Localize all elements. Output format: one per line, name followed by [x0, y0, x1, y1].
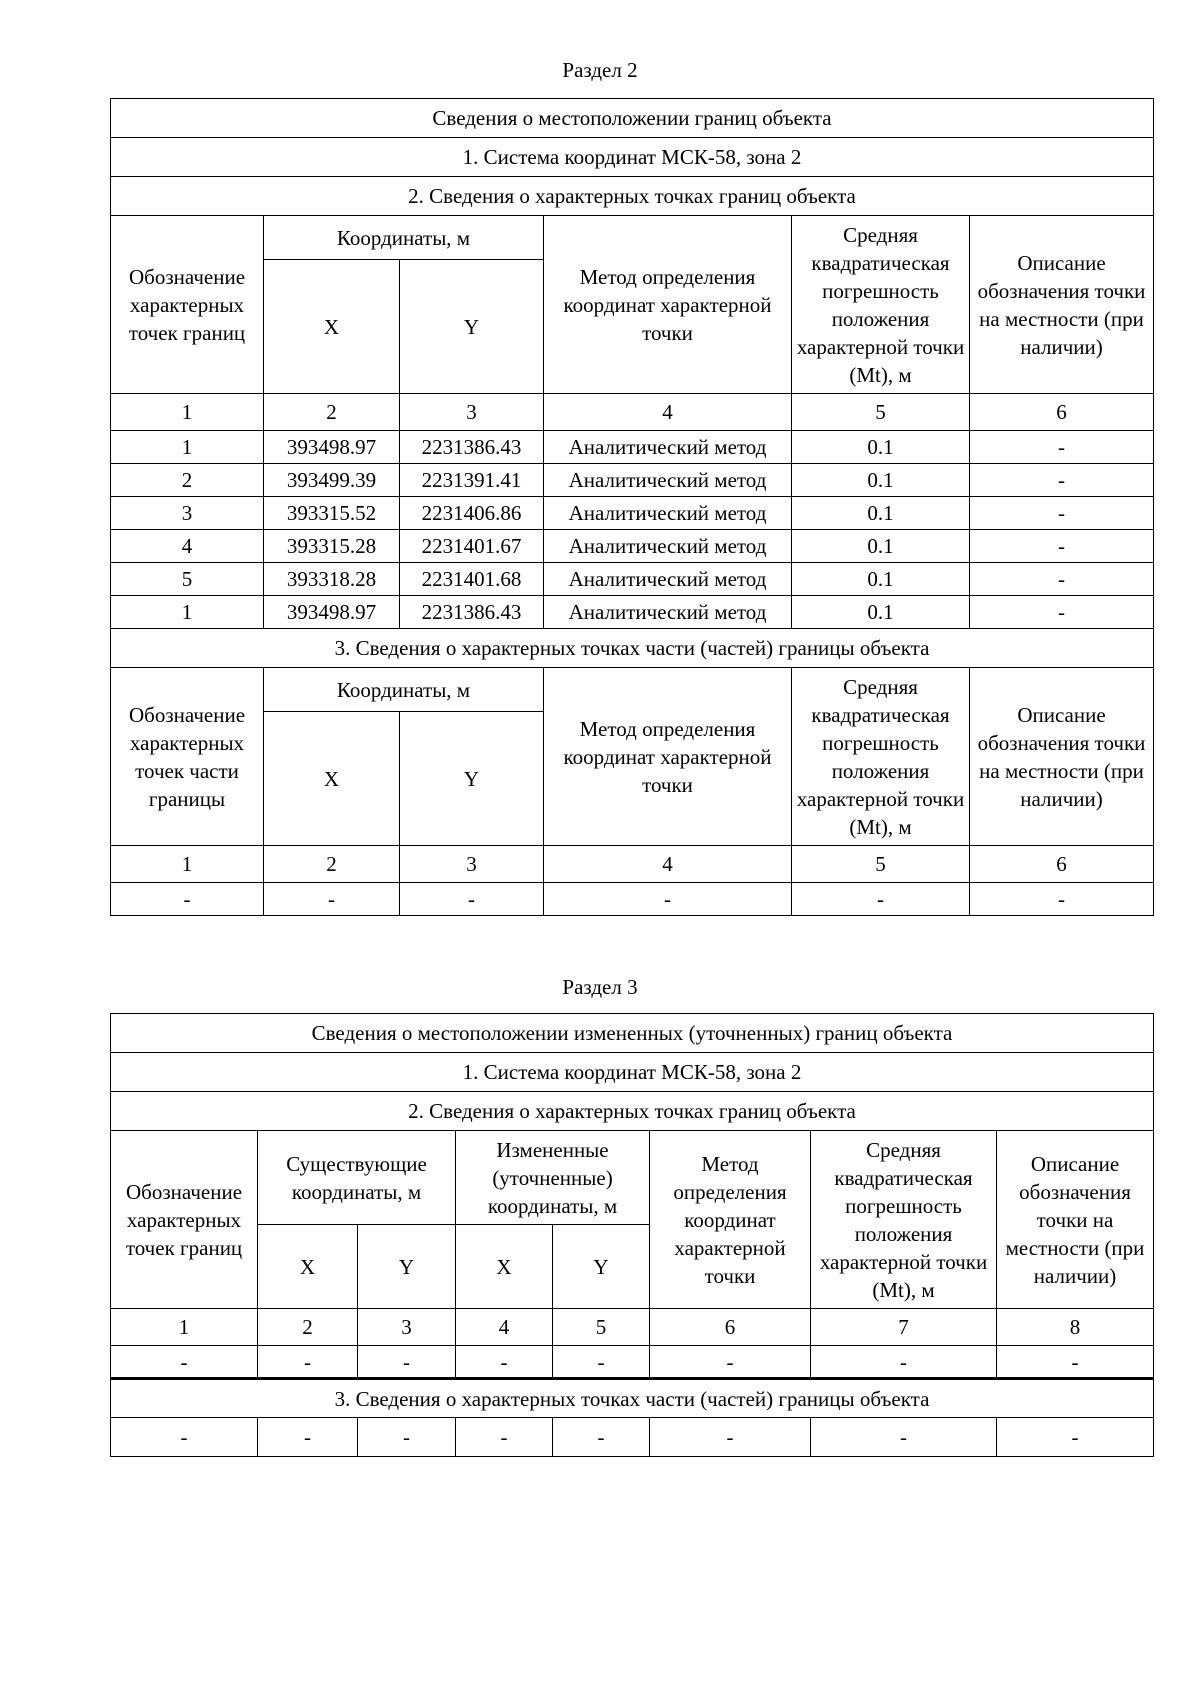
table-row [111, 431, 1154, 464]
description: - [970, 497, 1154, 530]
col-number: 3 [358, 1309, 456, 1346]
header-y: Y [400, 260, 544, 394]
col-number: 1 [111, 1309, 258, 1346]
col-number: 5 [553, 1309, 650, 1346]
header-designation: Обозначение характерных точек границ [111, 216, 264, 394]
point-id: 4 [111, 530, 264, 563]
error: 0.1 [792, 497, 970, 530]
coord-y: 2231401.68 [400, 563, 544, 596]
col-number: 2 [264, 846, 400, 883]
changed-y: - [553, 1346, 650, 1379]
col-number: 3 [400, 846, 544, 883]
col-number: 8 [997, 1309, 1154, 1346]
existing-x: - [258, 1346, 358, 1379]
coord-x: 393498.97 [264, 596, 400, 629]
changed-x: - [456, 1418, 553, 1457]
table-row [111, 563, 1154, 596]
error: - [811, 1346, 997, 1379]
error: 0.1 [792, 563, 970, 596]
error: 0.1 [792, 431, 970, 464]
coord-system: 1. Система координат МСК-58, зона 2 [111, 1053, 1154, 1092]
col-number: 4 [544, 846, 792, 883]
method: Аналитический метод [544, 431, 792, 464]
coord-system: 1. Система координат МСК-58, зона 2 [111, 138, 1154, 177]
header-error: Средняя квадратическая погрешность положения характерной точки (Mt), м [811, 1131, 997, 1309]
point-id: 5 [111, 563, 264, 596]
col-number: 4 [456, 1309, 553, 1346]
coord-y: - [400, 883, 544, 916]
header-designation: Обозначение характерных точек части границы [111, 668, 264, 846]
header-error: Средняя квадратическая погрешность положения характерной точки (Mt), м [792, 216, 970, 394]
coord-y: 2231386.43 [400, 431, 544, 464]
table-row [111, 497, 1154, 530]
header-x: X [264, 712, 400, 846]
method: - [650, 1418, 811, 1457]
header-y: Y [553, 1225, 650, 1309]
existing-y: - [358, 1346, 456, 1379]
table-row [111, 596, 1154, 629]
header-method: Метод определения координат характерной точки [544, 668, 792, 846]
col-number: 1 [111, 394, 264, 431]
section-3-title: Раздел 3 [562, 975, 638, 999]
error: 0.1 [792, 464, 970, 497]
method: Аналитический метод [544, 563, 792, 596]
description: - [970, 563, 1154, 596]
col-number: 3 [400, 394, 544, 431]
section-3-table [110, 1013, 1154, 1457]
error: 0.1 [792, 596, 970, 629]
header-error: Средняя квадратическая погрешность положения характерной точки (Mt), м [792, 668, 970, 846]
col-number: 5 [792, 394, 970, 431]
header-x: X [456, 1225, 553, 1309]
error: - [792, 883, 970, 916]
coord-y: 2231406.86 [400, 497, 544, 530]
parts-heading: 3. Сведения о характерных точках части (частей) границы объекта [111, 629, 1154, 668]
method: Аналитический метод [544, 530, 792, 563]
col-number: 1 [111, 846, 264, 883]
description: - [970, 530, 1154, 563]
description: - [970, 464, 1154, 497]
coord-y: 2231391.41 [400, 464, 544, 497]
section-2-table [110, 98, 1154, 916]
header-coords: Координаты, м [264, 668, 544, 712]
coord-x: 393499.39 [264, 464, 400, 497]
coord-x: 393315.52 [264, 497, 400, 530]
col-number: 5 [792, 846, 970, 883]
existing-x: - [258, 1418, 358, 1457]
changed-y: - [553, 1418, 650, 1457]
table-title: Сведения о местоположении границ объекта [111, 99, 1154, 138]
error: - [811, 1418, 997, 1457]
existing-y: - [358, 1418, 456, 1457]
point-id: 1 [111, 596, 264, 629]
coord-x: - [264, 883, 400, 916]
method: Аналитический метод [544, 596, 792, 629]
points-heading: 2. Сведения о характерных точках границ объекта [111, 1092, 1154, 1131]
header-description: Описание обозначения точки на местности (при наличии) [970, 668, 1154, 846]
description: - [997, 1418, 1154, 1457]
header-x: X [258, 1225, 358, 1309]
point-id: 1 [111, 431, 264, 464]
section-2-title: Раздел 2 [562, 58, 638, 82]
col-number: 4 [544, 394, 792, 431]
col-number: 2 [258, 1309, 358, 1346]
col-number: 6 [970, 394, 1154, 431]
coord-y: 2231401.67 [400, 530, 544, 563]
points-heading: 2. Сведения о характерных точках границ объекта [111, 177, 1154, 216]
method: Аналитический метод [544, 464, 792, 497]
header-y: Y [400, 712, 544, 846]
table-row [111, 464, 1154, 497]
coord-x: 393315.28 [264, 530, 400, 563]
header-designation: Обозначение характерных точек границ [111, 1131, 258, 1309]
col-number: 2 [264, 394, 400, 431]
description: - [970, 883, 1154, 916]
header-method: Метод определения координат характерной точки [544, 216, 792, 394]
point-id: 3 [111, 497, 264, 530]
description: - [997, 1346, 1154, 1379]
col-number: 6 [650, 1309, 811, 1346]
table-row [111, 1418, 1154, 1457]
changed-x: - [456, 1346, 553, 1379]
header-method: Метод определения координат характерной точки [650, 1131, 811, 1309]
description: - [970, 596, 1154, 629]
table-row [111, 883, 1154, 916]
header-description: Описание обозначения точки на местности (при наличии) [997, 1131, 1154, 1309]
coord-x: 393498.97 [264, 431, 400, 464]
table-row [111, 1346, 1154, 1379]
table-row [111, 530, 1154, 563]
col-number: 7 [811, 1309, 997, 1346]
point-id: 2 [111, 464, 264, 497]
description: - [970, 431, 1154, 464]
col-number: 6 [970, 846, 1154, 883]
coord-y: 2231386.43 [400, 596, 544, 629]
point-id: - [111, 1418, 258, 1457]
table-title: Сведения о местоположении измененных (уточненных) границ объекта [111, 1014, 1154, 1053]
method: Аналитический метод [544, 497, 792, 530]
header-y: Y [358, 1225, 456, 1309]
error: 0.1 [792, 530, 970, 563]
point-id: - [111, 883, 264, 916]
header-existing-coords: Существующие координаты, м [258, 1131, 456, 1225]
method: - [544, 883, 792, 916]
coord-x: 393318.28 [264, 563, 400, 596]
header-x: X [264, 260, 400, 394]
header-coords: Координаты, м [264, 216, 544, 260]
header-description: Описание обозначения точки на местности (при наличии) [970, 216, 1154, 394]
parts-heading: 3. Сведения о характерных точках части (частей) границы объекта [111, 1379, 1154, 1418]
point-id: - [111, 1346, 258, 1379]
method: - [650, 1346, 811, 1379]
header-changed-coords: Измененные (уточненные) координаты, м [456, 1131, 650, 1225]
